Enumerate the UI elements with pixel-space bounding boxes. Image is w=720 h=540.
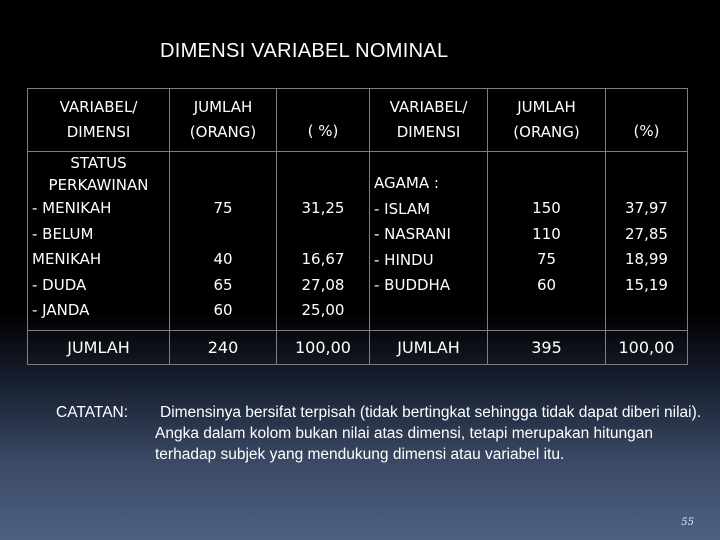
left-category-line-2: PERKAWINAN (48, 176, 149, 194)
left-count-list (170, 152, 277, 331)
right-item: - NASRANI (374, 225, 451, 243)
right-count: 150 (532, 199, 561, 217)
left-count: 60 (213, 301, 233, 319)
page-number: 55 (681, 517, 694, 528)
table-header-row (28, 89, 688, 152)
note-text: Dimensinya bersifat terpisah (tidak bertingkat sehingga tidak dapat diberi nilai). Angka dalam kolom bukan nilai atas dimensi, tetapi merupakan hitungan terhadap subjek yang mendukung dimensi atau variabel itu. (155, 404, 702, 463)
left-total-count: 240 (170, 331, 277, 365)
right-dimension-list (370, 152, 488, 331)
header-percent-left: ( %) (277, 89, 370, 152)
header-percent-right: (%) (606, 89, 688, 152)
left-count: 75 (213, 199, 233, 217)
left-count: 40 (213, 250, 233, 268)
left-total-label: JUMLAH (28, 331, 170, 365)
table-body-row (28, 152, 688, 331)
header-variable-left: VARIABEL/ DIMENSI (28, 89, 170, 152)
header-count-left: JUMLAH (ORANG) (170, 89, 277, 152)
left-item: MENIKAH (32, 250, 102, 268)
right-category: AGAMA : (374, 174, 439, 192)
left-item: - BELUM (32, 224, 94, 243)
note-label: CATATAN: (56, 404, 129, 421)
header-count-right: JUMLAH (ORANG) (488, 89, 606, 152)
left-dimension-list (28, 152, 170, 331)
table-total-row (28, 331, 688, 365)
right-count: 75 (536, 250, 557, 268)
right-total-percent: 100,00 (606, 331, 688, 365)
right-item: - BUDDHA (374, 276, 451, 294)
slide-title: DIMENSI VARIABEL NOMINAL (160, 40, 449, 62)
left-count: 65 (213, 275, 233, 294)
left-item: - JANDA (32, 301, 90, 319)
right-count: 110 (532, 224, 561, 243)
right-percent: 18,99 (625, 250, 668, 268)
right-percent-list (606, 152, 688, 331)
right-count-list (488, 152, 606, 331)
right-percent: 15,19 (625, 275, 668, 294)
left-percent: 25,00 (301, 301, 345, 319)
left-percent: 16,67 (301, 250, 345, 268)
left-item: - DUDA (32, 275, 87, 294)
right-total-count: 395 (488, 331, 606, 365)
left-item: - MENIKAH (32, 199, 112, 217)
right-item: - ISLAM (374, 199, 431, 218)
right-percent: 27,85 (625, 224, 668, 243)
nominal-variable-table (27, 88, 688, 365)
left-percent: 27,08 (301, 275, 345, 294)
left-percent-list (277, 152, 370, 331)
header-variable-right: VARIABEL/ DIMENSI (370, 89, 488, 152)
right-count: 60 (536, 275, 557, 294)
right-total-label: JUMLAH (370, 331, 488, 365)
left-total-percent: 100,00 (277, 331, 370, 365)
left-category-line-1: STATUS (70, 154, 127, 172)
left-percent: 31,25 (301, 199, 345, 217)
right-percent: 37,97 (625, 199, 668, 217)
right-item: - HINDU (374, 250, 434, 269)
